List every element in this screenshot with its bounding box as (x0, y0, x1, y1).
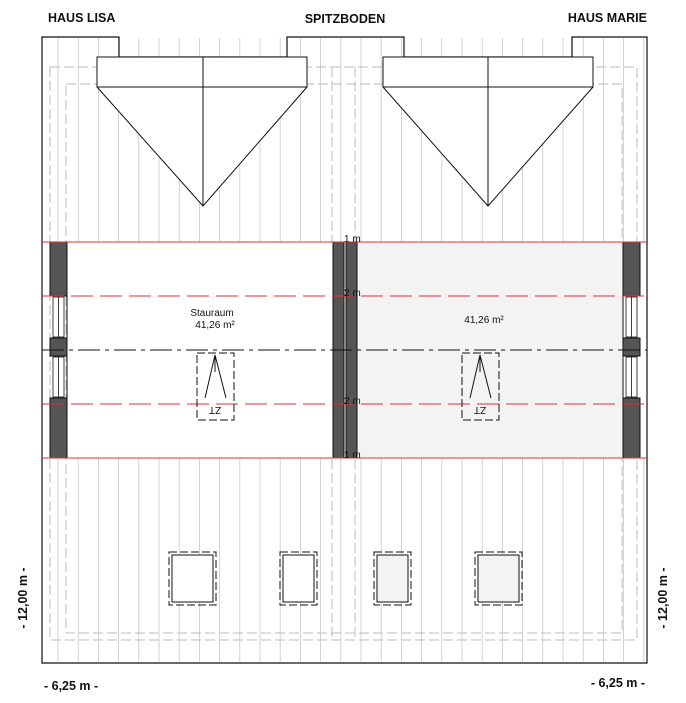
room-left-name: Stauraum (190, 308, 234, 319)
height-mark-upper: 2 m (344, 288, 361, 299)
room-right-area: 41,26 m² (464, 315, 504, 326)
dormer-right (383, 57, 593, 206)
height-mark-top: 1 m (344, 234, 361, 245)
dimension-depth-left: - 12,00 m - (16, 567, 30, 629)
header-haus-marie: HAUS MARIE (567, 11, 647, 25)
stair-label-left: ZT (208, 404, 222, 415)
skylights (169, 552, 522, 605)
dormer-left (97, 57, 307, 206)
stair-label-right: ZT (473, 404, 487, 415)
dimension-width-left: - 6,25 m - (44, 679, 99, 693)
dimension-depth-right: - 12,00 m - (656, 567, 670, 629)
height-mark-lower: 2 m (344, 396, 361, 407)
room-left-area: 41,26 m² (195, 320, 235, 331)
height-mark-bottom: 1 m (344, 450, 361, 461)
header-spitzboden: SPITZBODEN (304, 12, 386, 26)
header-haus-lisa: HAUS LISA (48, 11, 116, 25)
dimension-width-right: - 6,25 m - (590, 676, 645, 690)
